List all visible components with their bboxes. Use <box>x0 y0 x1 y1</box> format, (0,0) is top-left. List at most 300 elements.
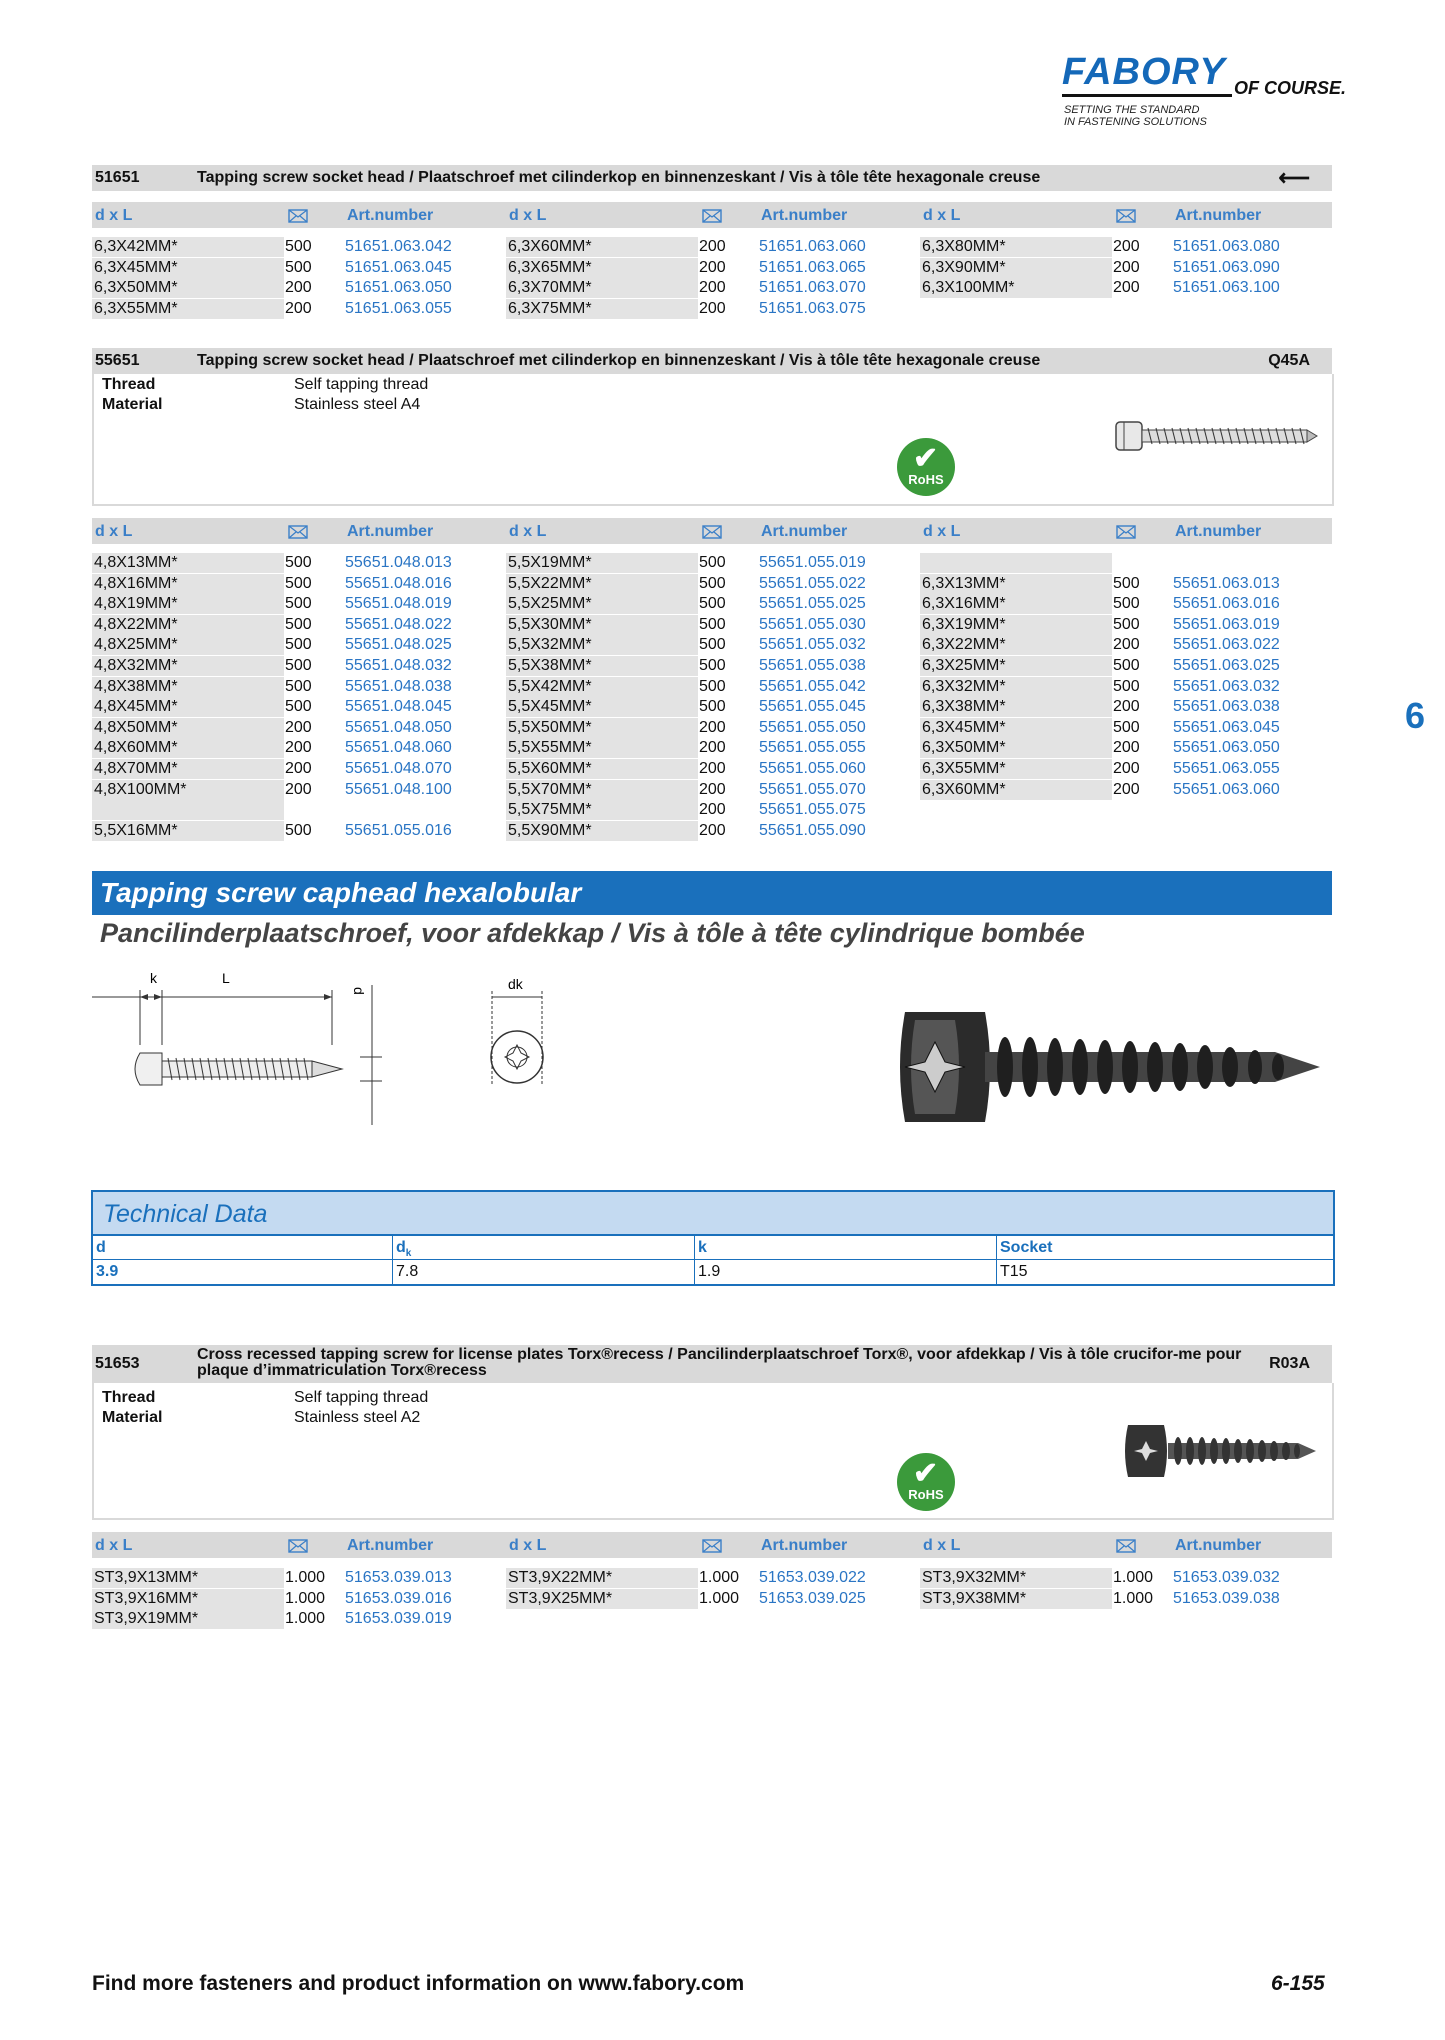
col-head-dxl: d x L <box>509 207 547 224</box>
table-row <box>92 656 492 676</box>
logo-tagline: SETTING THE STANDARD IN FASTENING SOLUTIONS <box>1064 104 1207 128</box>
td-dk: 7.8 <box>393 1260 695 1284</box>
table-row <box>506 553 906 573</box>
row-dxl: ST3,9X13MM* <box>92 1568 284 1588</box>
row-article-number[interactable]: 51651.063.100 <box>1173 279 1280 296</box>
row-qty: 1.000 <box>699 1589 740 1607</box>
row-article-number[interactable]: 55651.048.019 <box>345 595 452 613</box>
row-qty: 200 <box>285 780 312 798</box>
row-qty: 1.000 <box>285 1610 326 1627</box>
row-dxl: 6,3X80MM* <box>920 237 1112 257</box>
info-value: Self tapping thread <box>294 376 429 393</box>
row-article-number[interactable]: 55651.063.045 <box>1173 718 1280 736</box>
row-dxl: 4,8X13MM* <box>92 553 284 573</box>
row-dxl: ST3,9X32MM* <box>920 1568 1112 1588</box>
table-row <box>92 553 492 573</box>
col-head-art: Art.number <box>1175 523 1262 540</box>
row-qty: 500 <box>1113 595 1140 613</box>
table-row <box>506 697 906 717</box>
row-article-number[interactable]: 51651.063.065 <box>759 258 866 276</box>
row-qty: 200 <box>699 299 726 317</box>
table-row <box>920 656 1320 676</box>
td-socket: T15 <box>1000 1263 1028 1280</box>
row-qty: 500 <box>699 698 726 716</box>
row-qty: 500 <box>285 615 312 633</box>
col-head-dxl: d x L <box>95 207 133 224</box>
row-article-number[interactable]: 55651.055.050 <box>759 718 866 736</box>
row-article-number[interactable]: 51653.039.038 <box>1173 1589 1280 1607</box>
row-qty: 500 <box>285 657 312 674</box>
row-article-number[interactable]: 51653.039.016 <box>345 1589 452 1607</box>
row-dxl: ST3,9X16MM* <box>92 1589 284 1609</box>
row-dxl: 6,3X55MM* <box>920 759 1112 779</box>
col-head-art: Art.number <box>347 207 434 224</box>
table-row <box>506 278 906 298</box>
table-row <box>920 258 1320 278</box>
row-article-number[interactable]: 55651.063.025 <box>1173 657 1280 674</box>
svg-text:d: d <box>351 987 367 995</box>
row-dxl <box>92 800 284 820</box>
table-row <box>92 1568 492 1588</box>
product-title: Tapping screw caphead hexalobular <box>100 877 582 908</box>
row-article-number[interactable]: 51653.039.032 <box>1173 1569 1280 1586</box>
table-row <box>920 738 1320 758</box>
row-qty: 500 <box>699 595 726 613</box>
row-dxl: ST3,9X25MM* <box>506 1589 698 1609</box>
col-head-art: Art.number <box>761 523 848 540</box>
back-arrow-icon[interactable]: ⟵ <box>1278 165 1310 190</box>
row-article-number[interactable]: 55651.063.038 <box>1173 698 1280 716</box>
row-qty: 500 <box>699 574 726 592</box>
row-article-number[interactable]: 55651.048.100 <box>345 780 452 798</box>
technical-data-title: Technical Data <box>103 1200 268 1228</box>
section-header-51651 <box>92 165 1332 191</box>
info-label: Thread <box>102 376 156 393</box>
row-qty: 200 <box>285 279 312 296</box>
row-qty: 500 <box>285 554 312 571</box>
row-dxl: 5,5X30MM* <box>506 615 698 635</box>
table-row <box>92 677 492 697</box>
table-row <box>92 697 492 717</box>
row-article-number[interactable]: 55651.048.032 <box>345 657 452 674</box>
row-qty: 200 <box>699 739 726 757</box>
footer-text[interactable]: Find more fasteners and product information on www.fabory.com <box>92 1972 745 1995</box>
row-article-number[interactable]: 55651.055.055 <box>759 739 866 757</box>
section-title: Tapping screw socket head / Plaatschroef met cilinderkop en binnenzeskant / Vis à tôle tête hexagonale creuse <box>197 169 1041 186</box>
section-code-right: Q45A <box>1268 352 1310 369</box>
col-head-dxl: d x L <box>509 1537 547 1554</box>
table-row <box>506 635 906 655</box>
row-qty: 200 <box>285 299 312 317</box>
row-article-number[interactable]: 51651.063.070 <box>759 279 866 296</box>
table-row <box>920 718 1320 738</box>
row-article-number[interactable]: 51653.039.013 <box>345 1569 452 1586</box>
row-dxl: 6,3X65MM* <box>506 258 698 278</box>
row-dxl: 6,3X22MM* <box>920 635 1112 655</box>
row-article-number[interactable]: 55651.063.013 <box>1173 574 1280 592</box>
col-head-dxl: d x L <box>923 523 961 540</box>
table-row <box>92 780 492 800</box>
row-qty: 200 <box>699 238 726 255</box>
row-article-number[interactable]: 55651.055.022 <box>759 574 866 592</box>
row-article-number[interactable]: 51651.063.075 <box>759 299 866 317</box>
row-dxl: 4,8X60MM* <box>92 738 284 758</box>
table-row <box>506 677 906 697</box>
col-head-art: Art.number <box>761 1537 848 1554</box>
table-row <box>92 1589 492 1609</box>
row-dxl: 4,8X100MM* <box>92 780 284 800</box>
row-dxl: 6,3X16MM* <box>920 594 1112 614</box>
technical-data-header <box>93 1192 1333 1236</box>
col-head-art: Art.number <box>347 523 434 540</box>
row-qty: 200 <box>1113 698 1140 716</box>
row-article-number[interactable]: 51651.063.050 <box>345 279 452 296</box>
row-dxl: ST3,9X19MM* <box>92 1609 284 1629</box>
row-dxl: 6,3X38MM* <box>920 697 1112 717</box>
row-qty: 500 <box>699 657 726 674</box>
row-qty: 500 <box>285 698 312 716</box>
row-article-number[interactable]: 51651.063.080 <box>1173 238 1280 255</box>
col-head-dxl: d x L <box>923 207 961 224</box>
row-dxl: 6,3X60MM* <box>506 237 698 257</box>
row-dxl: 5,5X19MM* <box>506 553 698 573</box>
row-article-number[interactable]: 51653.039.022 <box>759 1569 866 1586</box>
row-qty: 200 <box>1113 760 1140 777</box>
col-head-art: Art.number <box>761 207 848 224</box>
table-row <box>920 780 1320 800</box>
table-row <box>506 718 906 738</box>
product-title-bar <box>92 871 1332 915</box>
row-article-number[interactable]: 55651.063.060 <box>1173 780 1280 798</box>
row-dxl: 6,3X75MM* <box>506 299 698 319</box>
package-quantity-icon <box>288 525 308 539</box>
screw-head-top-view <box>488 975 568 1105</box>
row-dxl: 4,8X50MM* <box>92 718 284 738</box>
row-article-number[interactable]: 55651.055.045 <box>759 698 866 716</box>
th-dk: $d_k$ <box>393 1236 695 1260</box>
table-row <box>920 574 1320 594</box>
table-row <box>506 594 906 614</box>
row-article-number[interactable]: 55651.063.022 <box>1173 636 1280 654</box>
row-qty: 200 <box>699 801 726 819</box>
row-qty: 200 <box>699 718 726 736</box>
technical-data-column-headers <box>93 1236 1333 1260</box>
table-row <box>92 237 492 257</box>
row-qty: 500 <box>285 574 312 592</box>
info-value: Stainless steel A2 <box>294 1409 421 1426</box>
col-head-art: Art.number <box>347 1537 434 1554</box>
row-qty: 1.000 <box>699 1569 740 1586</box>
row-article-number[interactable]: 55651.048.022 <box>345 615 452 633</box>
row-qty: 500 <box>1113 574 1140 592</box>
td-k: 1.9 <box>695 1260 997 1284</box>
table-row <box>920 1589 1320 1609</box>
info-box-51653 <box>92 1383 1334 1520</box>
table-row <box>92 759 492 779</box>
screw-dimension-drawing <box>92 965 392 1125</box>
row-qty: 500 <box>1113 615 1140 633</box>
table-row <box>506 1589 906 1609</box>
row-dxl: 6,3X60MM* <box>920 780 1112 800</box>
col-head-dxl: d x L <box>509 523 547 540</box>
package-quantity-icon <box>702 525 722 539</box>
package-quantity-icon <box>288 1539 308 1553</box>
row-article-number[interactable]: 55651.048.038 <box>345 677 452 695</box>
row-qty: 200 <box>699 258 726 276</box>
row-dxl: 5,5X90MM* <box>506 821 698 841</box>
col-head-dxl: d x L <box>95 1537 133 1554</box>
col-head-art: Art.number <box>1175 1537 1262 1554</box>
table-row <box>920 759 1320 779</box>
screw-socket-head-icon <box>1114 418 1319 454</box>
row-qty: 500 <box>285 238 312 255</box>
row-qty: 500 <box>1113 657 1140 674</box>
row-qty: 500 <box>285 258 312 276</box>
row-article-number[interactable]: 55651.063.050 <box>1173 739 1280 757</box>
row-qty: 200 <box>699 760 726 777</box>
row-dxl: 6,3X55MM* <box>92 299 284 319</box>
row-dxl: ST3,9X22MM* <box>506 1568 698 1588</box>
row-qty: 200 <box>699 780 726 798</box>
column-header-51651 <box>92 202 1332 228</box>
row-article-number[interactable]: 55651.063.032 <box>1173 677 1280 695</box>
row-dxl: 5,5X42MM* <box>506 677 698 697</box>
info-box-55651 <box>92 374 1334 506</box>
info-label: Material <box>102 1409 163 1426</box>
row-article-number[interactable]: 55651.055.075 <box>759 801 866 819</box>
table-row <box>506 237 906 257</box>
info-label: Material <box>102 396 163 413</box>
row-dxl <box>920 553 1112 573</box>
table-row <box>92 258 492 278</box>
row-article-number[interactable]: 51651.063.060 <box>759 238 866 255</box>
table-row <box>506 656 906 676</box>
col-head-dxl: d x L <box>923 1537 961 1554</box>
row-dxl: 6,3X32MM* <box>920 677 1112 697</box>
row-dxl: 5,5X50MM* <box>506 718 698 738</box>
row-qty: 200 <box>1113 636 1140 654</box>
th-k: k <box>695 1236 997 1260</box>
row-qty: 200 <box>285 739 312 757</box>
row-article-number[interactable]: 55651.055.016 <box>345 821 452 839</box>
table-row <box>506 759 906 779</box>
table-row <box>506 258 906 278</box>
row-article-number[interactable]: 55651.063.055 <box>1173 760 1280 777</box>
row-dxl: 5,5X70MM* <box>506 780 698 800</box>
row-article-number[interactable]: 55651.055.025 <box>759 595 866 613</box>
row-qty: 200 <box>285 718 312 736</box>
row-article-number[interactable]: 55651.055.060 <box>759 760 866 777</box>
table-row <box>92 635 492 655</box>
rohs-badge: ✔ RoHS <box>897 1453 955 1511</box>
row-article-number[interactable]: 55651.048.050 <box>345 718 452 736</box>
row-article-number[interactable]: 51653.039.019 <box>345 1610 452 1627</box>
row-dxl: 4,8X38MM* <box>92 677 284 697</box>
package-quantity-icon <box>1116 209 1136 223</box>
row-dxl: 6,3X100MM* <box>920 278 1112 298</box>
section-title: Cross recessed tapping screw for license plates Torx®recess / Pancilinderplaatschroef Torx®, voor afdekkap / Vis à tôle crucifor-me pour plaque d’immatriculation Torx®recess <box>197 1346 1242 1379</box>
table-row <box>920 697 1320 717</box>
row-dxl: 6,3X42MM* <box>92 237 284 257</box>
row-article-number[interactable]: 55651.048.070 <box>345 760 452 777</box>
table-row <box>92 718 492 738</box>
screw-caphead-icon <box>1124 1415 1319 1487</box>
table-row <box>920 553 1320 573</box>
table-row <box>920 594 1320 614</box>
row-article-number[interactable]: 51651.063.045 <box>345 258 452 276</box>
package-quantity-icon <box>288 209 308 223</box>
table-row <box>920 278 1320 298</box>
row-article-number[interactable]: 55651.055.042 <box>759 677 866 695</box>
row-dxl: 6,3X50MM* <box>920 738 1112 758</box>
table-row <box>92 821 492 841</box>
row-dxl: 5,5X45MM* <box>506 697 698 717</box>
section-header-55651 <box>92 348 1332 374</box>
row-article-number[interactable]: 51651.063.090 <box>1173 258 1280 276</box>
column-header-51653 <box>92 1532 1332 1558</box>
table-row <box>920 1568 1320 1588</box>
row-dxl: 5,5X38MM* <box>506 656 698 676</box>
table-row <box>92 299 492 319</box>
col-head-art: Art.number <box>1175 207 1262 224</box>
row-qty: 200 <box>1113 258 1140 276</box>
row-dxl: 4,8X19MM* <box>92 594 284 614</box>
row-qty: 500 <box>1113 718 1140 736</box>
row-qty: 500 <box>699 636 726 654</box>
row-qty: 200 <box>1113 279 1140 296</box>
table-row <box>506 299 906 319</box>
row-qty: 200 <box>1113 780 1140 798</box>
row-qty: 200 <box>699 279 726 296</box>
row-article-number[interactable]: 55651.048.025 <box>345 636 452 654</box>
row-article-number[interactable]: 55651.055.019 <box>759 554 866 571</box>
row-article-number[interactable]: 55651.063.016 <box>1173 595 1280 613</box>
row-qty: 500 <box>1113 677 1140 695</box>
table-row <box>920 615 1320 635</box>
row-qty: 1.000 <box>1113 1589 1154 1607</box>
row-article-number[interactable]: 55651.055.032 <box>759 636 866 654</box>
row-article-number[interactable]: 51653.039.025 <box>759 1589 866 1607</box>
row-dxl: 6,3X45MM* <box>92 258 284 278</box>
check-icon: ✔ <box>913 442 939 475</box>
table-row <box>506 615 906 635</box>
row-dxl: 6,3X45MM* <box>920 718 1112 738</box>
row-qty: 200 <box>1113 739 1140 757</box>
row-article-number[interactable]: 55651.055.038 <box>759 657 866 674</box>
row-article-number[interactable]: 55651.055.070 <box>759 780 866 798</box>
row-dxl: 6,3X19MM* <box>920 615 1112 635</box>
row-qty: 500 <box>285 821 312 839</box>
row-dxl: 5,5X32MM* <box>506 635 698 655</box>
row-article-number[interactable]: 55651.063.019 <box>1173 615 1280 633</box>
row-dxl: 5,5X60MM* <box>506 759 698 779</box>
row-dxl: 4,8X16MM* <box>92 574 284 594</box>
col-head-dxl: d x L <box>95 523 133 540</box>
row-dxl: 6,3X25MM* <box>920 656 1112 676</box>
row-qty: 200 <box>699 821 726 839</box>
article-code: 51653 <box>95 1355 140 1372</box>
logo-slogan: OF COURSE. <box>1234 78 1347 98</box>
svg-text:L: L <box>222 970 230 986</box>
table-row <box>92 615 492 635</box>
table-row <box>506 574 906 594</box>
row-qty: 500 <box>285 677 312 695</box>
row-dxl: 6,3X70MM* <box>506 278 698 298</box>
svg-text:k: k <box>150 970 157 986</box>
row-dxl: 5,5X22MM* <box>506 574 698 594</box>
row-qty: 500 <box>699 615 726 633</box>
info-value: Stainless steel A4 <box>294 396 421 413</box>
check-icon: ✔ <box>913 1457 939 1490</box>
row-dxl: 6,3X13MM* <box>920 574 1112 594</box>
table-row <box>920 237 1320 257</box>
th-socket: Socket <box>997 1236 1333 1260</box>
row-article-number[interactable]: 55651.048.016 <box>345 574 452 592</box>
row-article-number[interactable]: 55651.048.013 <box>345 554 452 571</box>
section-header-51653 <box>92 1345 1332 1383</box>
product-subtitle: Pancilinderplaatschroef, voor afdekkap / Vis à tôle à tête cylindrique bombée <box>100 918 1085 948</box>
row-dxl: 4,8X22MM* <box>92 615 284 635</box>
table-row <box>920 635 1320 655</box>
table-row <box>92 594 492 614</box>
row-qty: 1.000 <box>1113 1569 1154 1586</box>
technical-data-table <box>91 1190 1335 1286</box>
row-dxl: 4,8X70MM* <box>92 759 284 779</box>
section-title: Tapping screw socket head / Plaatschroef met cilinderkop en binnenzeskant / Vis à tôle tête hexagonale creuse <box>197 352 1041 369</box>
package-quantity-icon <box>702 209 722 223</box>
package-quantity-icon <box>1116 1539 1136 1553</box>
row-article-number[interactable]: 51651.063.042 <box>345 238 452 255</box>
article-code: 51651 <box>95 169 140 186</box>
row-article-number[interactable]: 55651.055.090 <box>759 821 866 839</box>
table-row <box>92 738 492 758</box>
caphead-screw-image <box>895 992 1325 1142</box>
svg-text:dk: dk <box>508 976 523 992</box>
chapter-number: 6 <box>1405 695 1426 736</box>
row-article-number[interactable]: 55651.048.060 <box>345 739 452 757</box>
row-dxl: 4,8X32MM* <box>92 656 284 676</box>
table-row <box>92 800 492 820</box>
package-quantity-icon <box>702 1539 722 1553</box>
row-article-number[interactable]: 55651.055.030 <box>759 615 866 633</box>
row-qty: 500 <box>699 677 726 695</box>
td-d: 3.9 <box>93 1260 393 1284</box>
row-dxl: 5,5X16MM* <box>92 821 284 841</box>
row-article-number[interactable]: 55651.048.045 <box>345 698 452 716</box>
table-row <box>506 780 906 800</box>
row-dxl: 6,3X90MM* <box>920 258 1112 278</box>
technical-data-values <box>93 1260 1333 1284</box>
logo-brand: FABORY <box>1062 51 1226 93</box>
row-article-number[interactable]: 51651.063.055 <box>345 299 452 317</box>
row-qty: 200 <box>285 760 312 777</box>
table-row <box>920 677 1320 697</box>
table-row <box>92 1609 492 1629</box>
info-label: Thread <box>102 1389 156 1406</box>
table-row <box>506 1568 906 1588</box>
row-dxl: 5,5X25MM* <box>506 594 698 614</box>
logo-underline <box>1062 94 1232 97</box>
table-row <box>92 574 492 594</box>
row-dxl: 5,5X55MM* <box>506 738 698 758</box>
section-code-right: R03A <box>1269 1355 1310 1372</box>
row-dxl: 6,3X50MM* <box>92 278 284 298</box>
article-code: 55651 <box>95 352 140 369</box>
row-dxl: ST3,9X38MM* <box>920 1589 1112 1609</box>
table-row <box>506 800 906 820</box>
th-d: d <box>93 1236 393 1260</box>
table-row <box>506 738 906 758</box>
